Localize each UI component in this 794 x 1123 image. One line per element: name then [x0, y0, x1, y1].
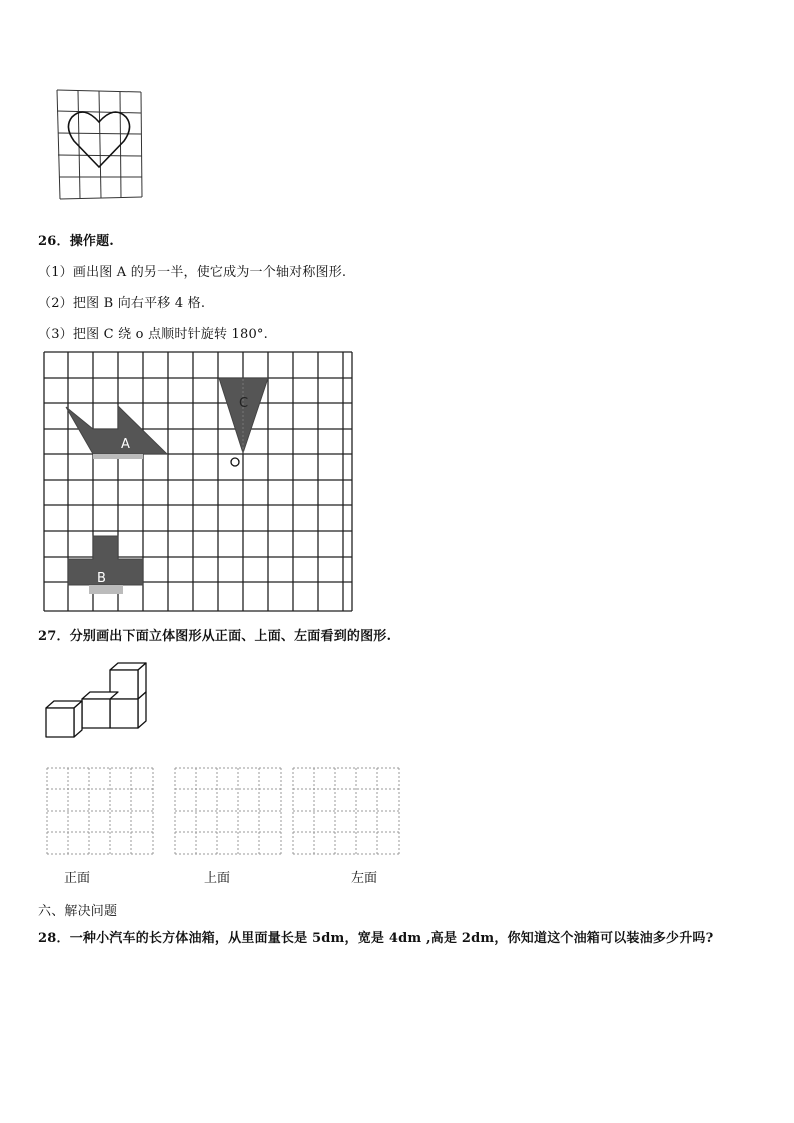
q26-item-3: （3）把图 C 绕 o 点顺时针旋转 180°.	[38, 327, 268, 342]
heart-grid-figure	[56, 89, 146, 201]
transformation-grid	[42, 349, 354, 615]
answer-grid-top	[174, 767, 282, 855]
q26-title: 26．操作题.	[38, 234, 115, 249]
shape-b-shadow	[89, 585, 123, 594]
q27-title: 27．分别画出下面立体图形从正面、上面、左面看到的图形.	[38, 629, 392, 644]
answer-grid-front	[46, 767, 154, 855]
shape-a	[66, 406, 167, 454]
answer-grid-left	[292, 767, 400, 855]
shape-b-label: B	[97, 571, 106, 586]
cube-stack-figure	[44, 660, 156, 740]
view-label-left: 左面	[351, 871, 378, 886]
rotation-center-o	[231, 458, 239, 466]
view-label-top: 上面	[204, 871, 231, 886]
q28-text: 28．一种小汽车的长方体油箱，从里面量长是 5dm，宽是 4dm ,高是 2dm，你知道这个油箱可以装油多少升吗?	[38, 931, 714, 946]
shape-a-shadow	[93, 454, 143, 459]
view-label-front: 正面	[64, 871, 91, 886]
section-6-title: 六、解决问题	[38, 904, 118, 919]
q26-item-1: （1）画出图 A 的另一半，使它成为一个轴对称图形.	[38, 265, 347, 280]
q26-item-2: （2）把图 B 向右平移 4 格.	[38, 296, 206, 311]
shape-a-label: A	[121, 437, 130, 452]
shape-c-label: C	[239, 396, 249, 411]
